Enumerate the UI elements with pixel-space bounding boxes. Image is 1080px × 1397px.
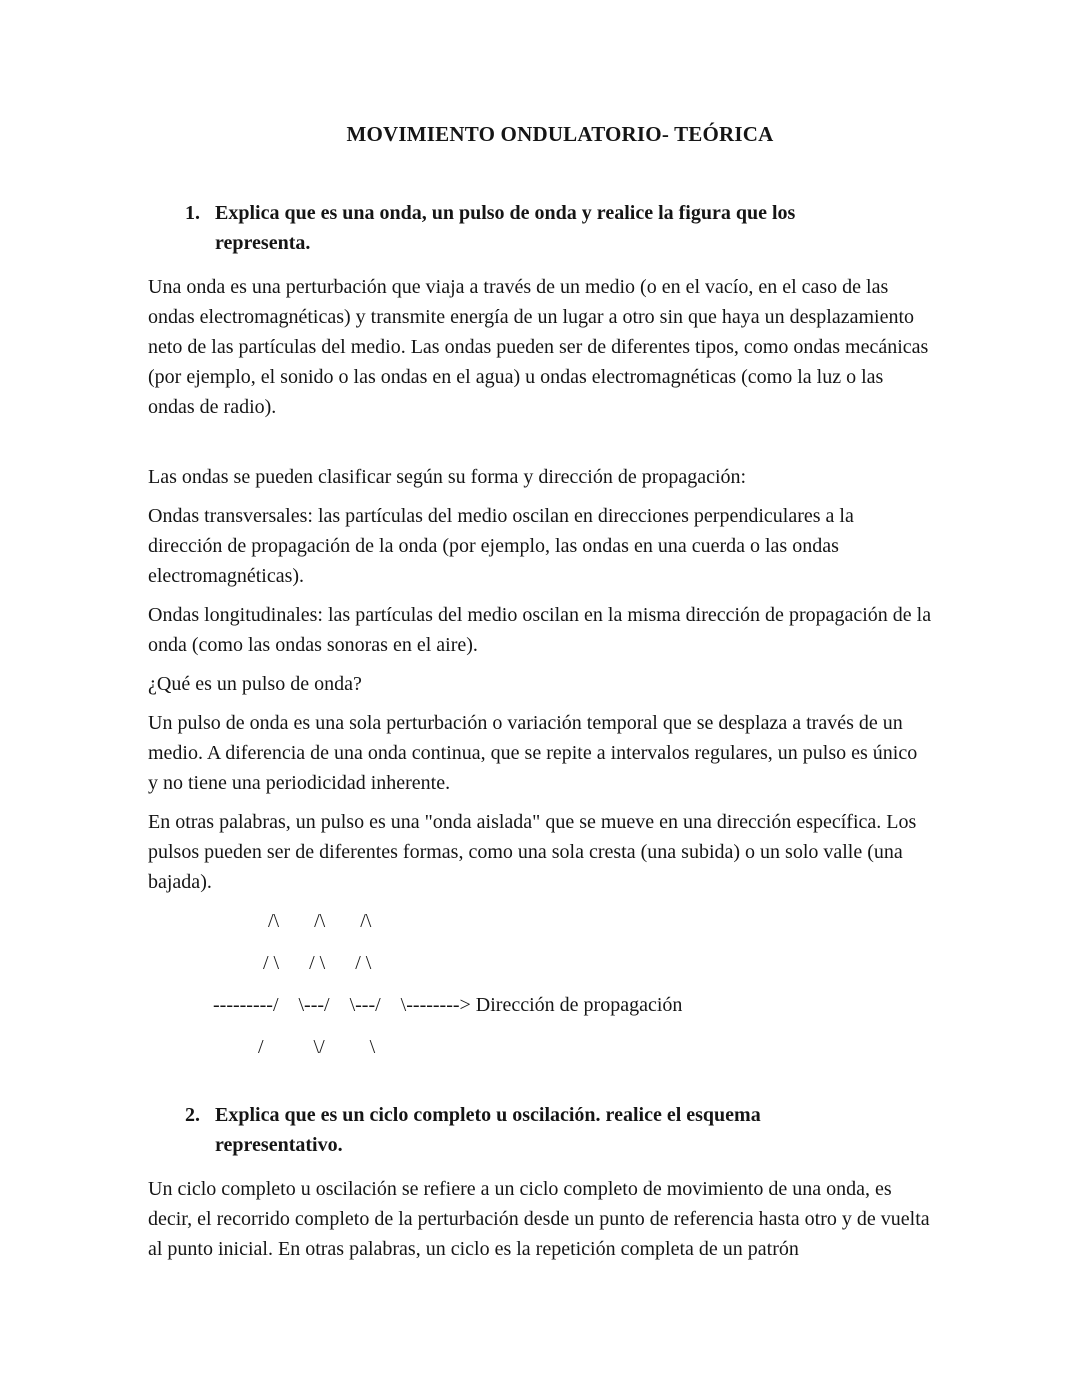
question-2-number: 2. <box>185 1104 200 1126</box>
para-pulse-definition: Un pulso de onda es una sola perturbación o variación temporal que se desplaza a través de un medio. A diferencia de una onda continua, que se repite a intervalos regulares, un pulso es único y no tiene una periodicidad inherente. <box>148 712 918 794</box>
para-cycle-definition: Un ciclo completo u oscilación se refiere a un ciclo completo de movimiento de una onda, es decir, el recorrido completo de la perturbación desde un punto de referencia hasta otro y de vuelta al punto inicial. En otras palabras, un ciclo es la repetición completa de un patrón <box>148 1178 930 1260</box>
para-pulse-question: ¿Qué es un pulso de onda? <box>148 673 362 695</box>
para-transverse-waves: Ondas transversales: las partículas del medio oscilan en direcciones perpendiculares a la dirección de propagación de la onda (por ejemplo, las ondas en una cuerda o las ondas electromagnéticas). <box>148 505 854 587</box>
diagram-line-baseline-propagation-arrow: ---------/ \---/ \---/ \--------> Dirección de propagación <box>148 994 683 1016</box>
diagram-line-slopes: / \ / \ / \ <box>148 952 372 974</box>
para-pulse-shapes: En otras palabras, un pulso es una "onda aislada" que se mueve en una dirección específica. Los pulsos pueden ser de diferentes formas, como una sola cresta (una subida) o un solo valle (una bajada). <box>148 811 917 893</box>
para-longitudinal-waves: Ondas longitudinales: las partículas del medio oscilan en la misma dirección de propagación de la onda (como las ondas sonoras en el aire). <box>148 604 932 656</box>
para-wave-definition: Una onda es una perturbación que viaja a través de un medio (o en el vacío, en el caso de las ondas electromagnéticas) y transmite energía de un lugar a otro sin que haya un desplazamiento neto de las partículas del medio. Las ondas pueden ser de diferentes tipos, como ondas mecánicas (por ejemplo, el sonido o las ondas en el agua) u ondas electromagnéticas (como la luz o las ondas de radio). <box>148 276 929 418</box>
diagram-line-troughs: / \/ \ <box>148 1036 376 1058</box>
wave-pulse-ascii-diagram <box>148 906 932 1062</box>
diagram-line-peaks: /\ /\ /\ <box>148 910 372 932</box>
question-1 <box>185 198 932 258</box>
question-2 <box>185 1100 932 1160</box>
question-2-text: Explica que es un ciclo completo u oscilación. realice el esquema representativo. <box>215 1104 761 1156</box>
page-title: MOVIMIENTO ONDULATORIO- TEÓRICA <box>346 122 774 146</box>
para-wave-classification-intro: Las ondas se pueden clasificar según su forma y dirección de propagación: <box>148 466 747 488</box>
question-1-number: 1. <box>185 202 200 224</box>
question-1-text: Explica que es una onda, un pulso de onda y realice la figura que los representa. <box>215 202 796 254</box>
